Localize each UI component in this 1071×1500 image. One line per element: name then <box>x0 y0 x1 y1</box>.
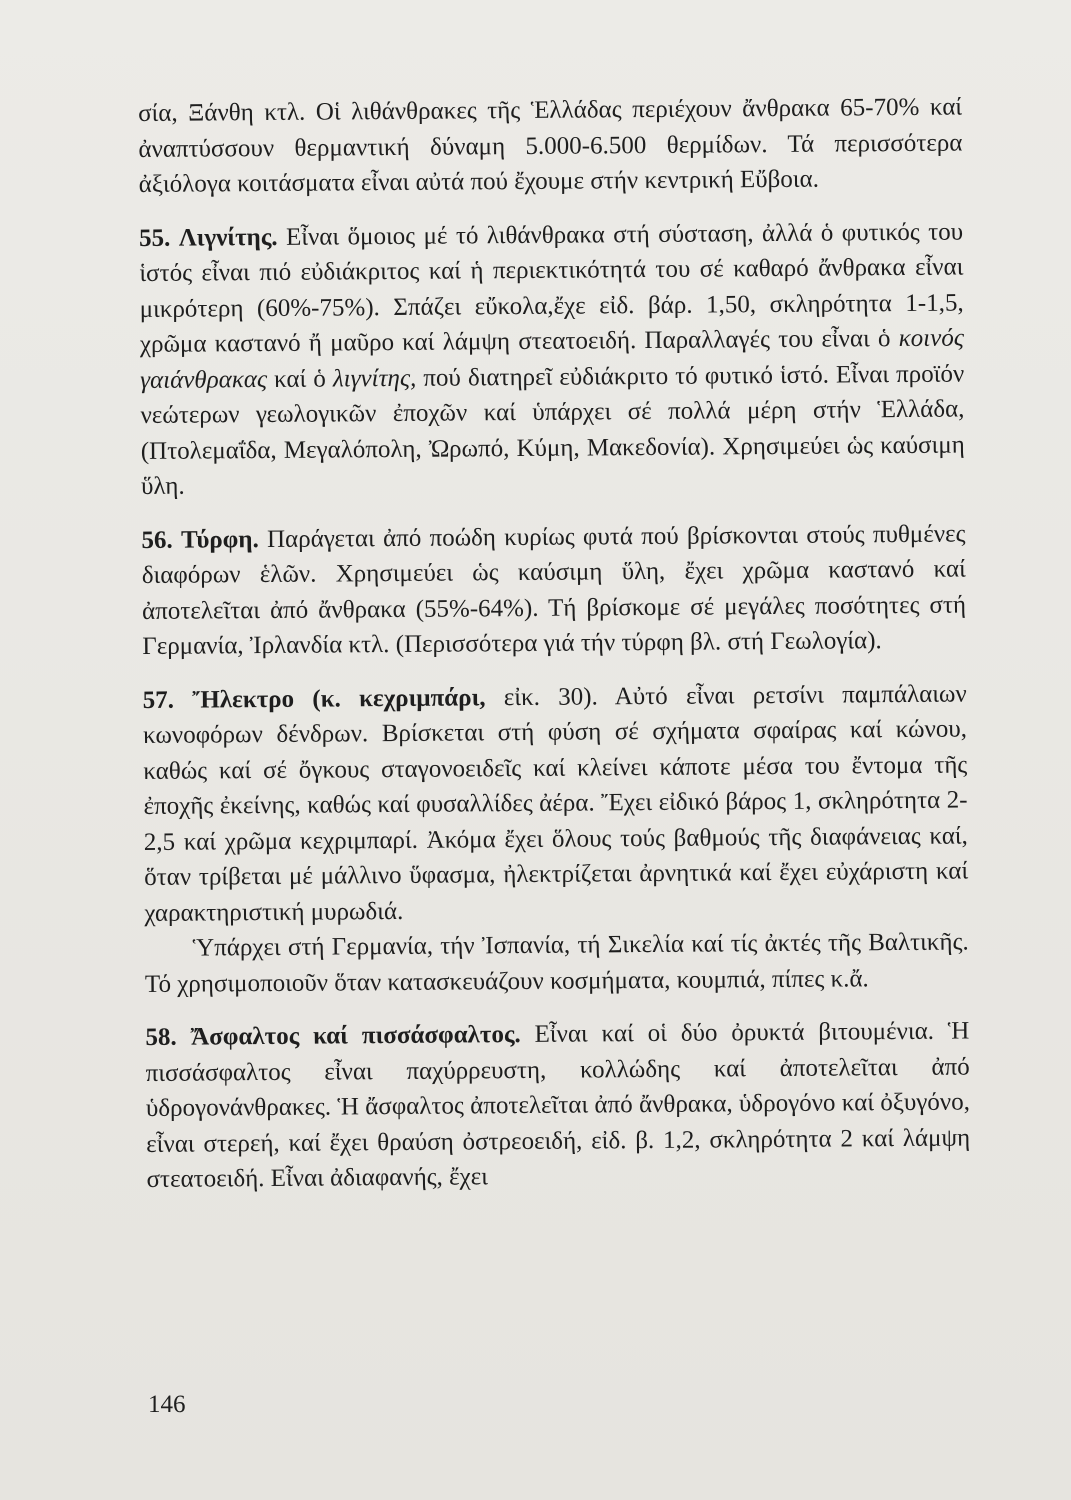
entry-text: Εἶναι ὅμοιος μέ τό λιθάνθρακα στή σύσταση, ἀλλά ὁ φυτικός του ἱστός εἶναι πιό εὐδιάκριτος καί ἡ περιεκτικότητά του σέ καθαρό ἄνθρακα εἶναι μικρότερη (60%-75%). Σπάζει εὔκολα,ἔχε εἰδ. βάρ. 1,50, σκληρότητα 1-1,5, χρῶμα καστανό ἤ μαῦρο καί λάμψη στεατοειδή. Παραλλαγές του εἶναι ὁ <box>139 218 964 358</box>
entry-text: Ὑπάρχει στή Γερμανία, τήν Ἰσπανία, τή Σικελία καί τίς ἀκτές τῆς Βαλτικῆς. Τό χρησιμοποιοῦν ὅταν κατασκευάζουν κοσμήματα, κουμπιά, πίπες κ.ἄ. <box>144 928 969 998</box>
entry-56-peat <box>141 516 966 664</box>
entry-58-asphalt <box>145 1013 970 1197</box>
entry-text: Παράγεται ἀπό ποώδη κυρίως φυτά πού βρίσκονται στούς πυθμένες διαφόρων ἑλῶν. Χρησιμεύει ὡς καύσιμη ὕλη, ἔχει χρῶμα καστανό καί ἀποτελεῖται ἀπό ἄνθρακα (55%-64%). Τή βρίσκομε σέ μεγάλες ποσότητες στή Γερμανία, Ἰρλανδία κτλ. (Περισσότερα γιά τήν τύρφη βλ. στή Γεωλογία). <box>141 520 967 660</box>
entry-italic-term: κοινός γαιάνθρακας <box>140 324 965 394</box>
page-body-text <box>138 90 971 1198</box>
entry-number: 57. <box>142 686 175 714</box>
entry-55-lignite <box>139 214 965 504</box>
entry-57-continuation <box>145 925 970 1002</box>
entry-italic-term: λιγνίτης, <box>332 364 417 392</box>
entry-term: Λιγνίτης. <box>178 223 278 252</box>
entry-57-amber <box>143 676 969 931</box>
entry-text: πού διατηρεῖ εὐδιάκριτο τό φυτικό ἱστό. Εἶναι προϊόν νεώτερων γεωλογικῶν ἐποχῶν καί ὑπάρχει σέ πολλά μέρη στήν Ἑλλάδα, (Πτολεμαΐδα, Μεγαλόπολη, Ὠρωπό, Κύμη, Μακεδονία). Χρησιμεύει ὡς καύσιμη ὕλη. <box>140 360 965 500</box>
entry-text: καί ὁ <box>273 365 326 393</box>
page-number: 146 <box>148 1391 186 1418</box>
entry-term: Ἤλεκτρο (κ. κεχριμπάρι, <box>192 683 486 714</box>
intro-text: σία, Ξάνθη κτλ. Οἱ λιθάνθρακες τῆς Ἑλλάδας περιέχουν ἄνθρακα 65-70% καί ἀναπτύσσουν θερμαντική δύναμη 5.000-6.500 θερμίδων. Τά περισσότερα ἀξιόλογα κοιτάσματα εἶναι αὐτά πού ἔχουμε στήν κεντρική Εὔβοια. <box>138 93 963 198</box>
entry-number: 56. <box>141 526 173 554</box>
entry-term: Ἄσφαλτος καί πισσάσφαλτος. <box>190 1021 521 1051</box>
entry-term-suffix: εἰκ. 30). <box>503 682 598 711</box>
entry-text: Εἶναι καί οἱ δύο ὀρυκτά βιτουμένια. Ἡ πισσάσφαλτος εἶναι παχύρρευστη, κολλώδης καί ἀποτελεῖται ἀπό ὑδρογονάνθρακες. Ἡ ἄσφαλτος ἀποτελεῖται ἀπό ἄνθρακα, ὑδρογόνο καί ὀξυγόνο, εἶναι στερεή, καί ἔχει θραύση ὀστρεοειδή, εἰδ. β. 1,2, σκληρότητα 2 καί λάμψη στεατοειδή. Εἶναι ἀδιαφανής, ἔχει <box>145 1017 971 1193</box>
entry-number: 58. <box>145 1023 177 1051</box>
entry-term: Τύρφη. <box>180 525 259 554</box>
intro-paragraph <box>138 90 963 203</box>
entry-number: 55. <box>139 224 171 252</box>
entry-text: Αὐτό εἶναι ρετσίνι παμπάλαιων κωνοφόρων δένδρων. Βρίσκεται στή φύση σέ σχήματα σφαίρας καί κώνου, καθώς καί σέ ὄγκους σταγονοειδεῖς καί κλείνει κάποτε μέσα του ἔντομα τῆς ἐποχῆς ἐκείνης, καθώς καί φυσαλλίδες ἀέρα. Ἔχει εἰδικό βάρος 1, σκληρότητα 2-2,5 καί χρῶμα κεχριμπαρί. Ἀκόμα ἔχει ὅλους τούς βαθμούς τῆς διαφάνειας καί, ὅταν τρίβεται μέ μάλλινο ὕφασμα, ἠλεκτρίζεται ἀρνητικά καί ἔχει εὐχάριστη καί χαρακτηριστική μυρωδιά. <box>142 680 969 927</box>
